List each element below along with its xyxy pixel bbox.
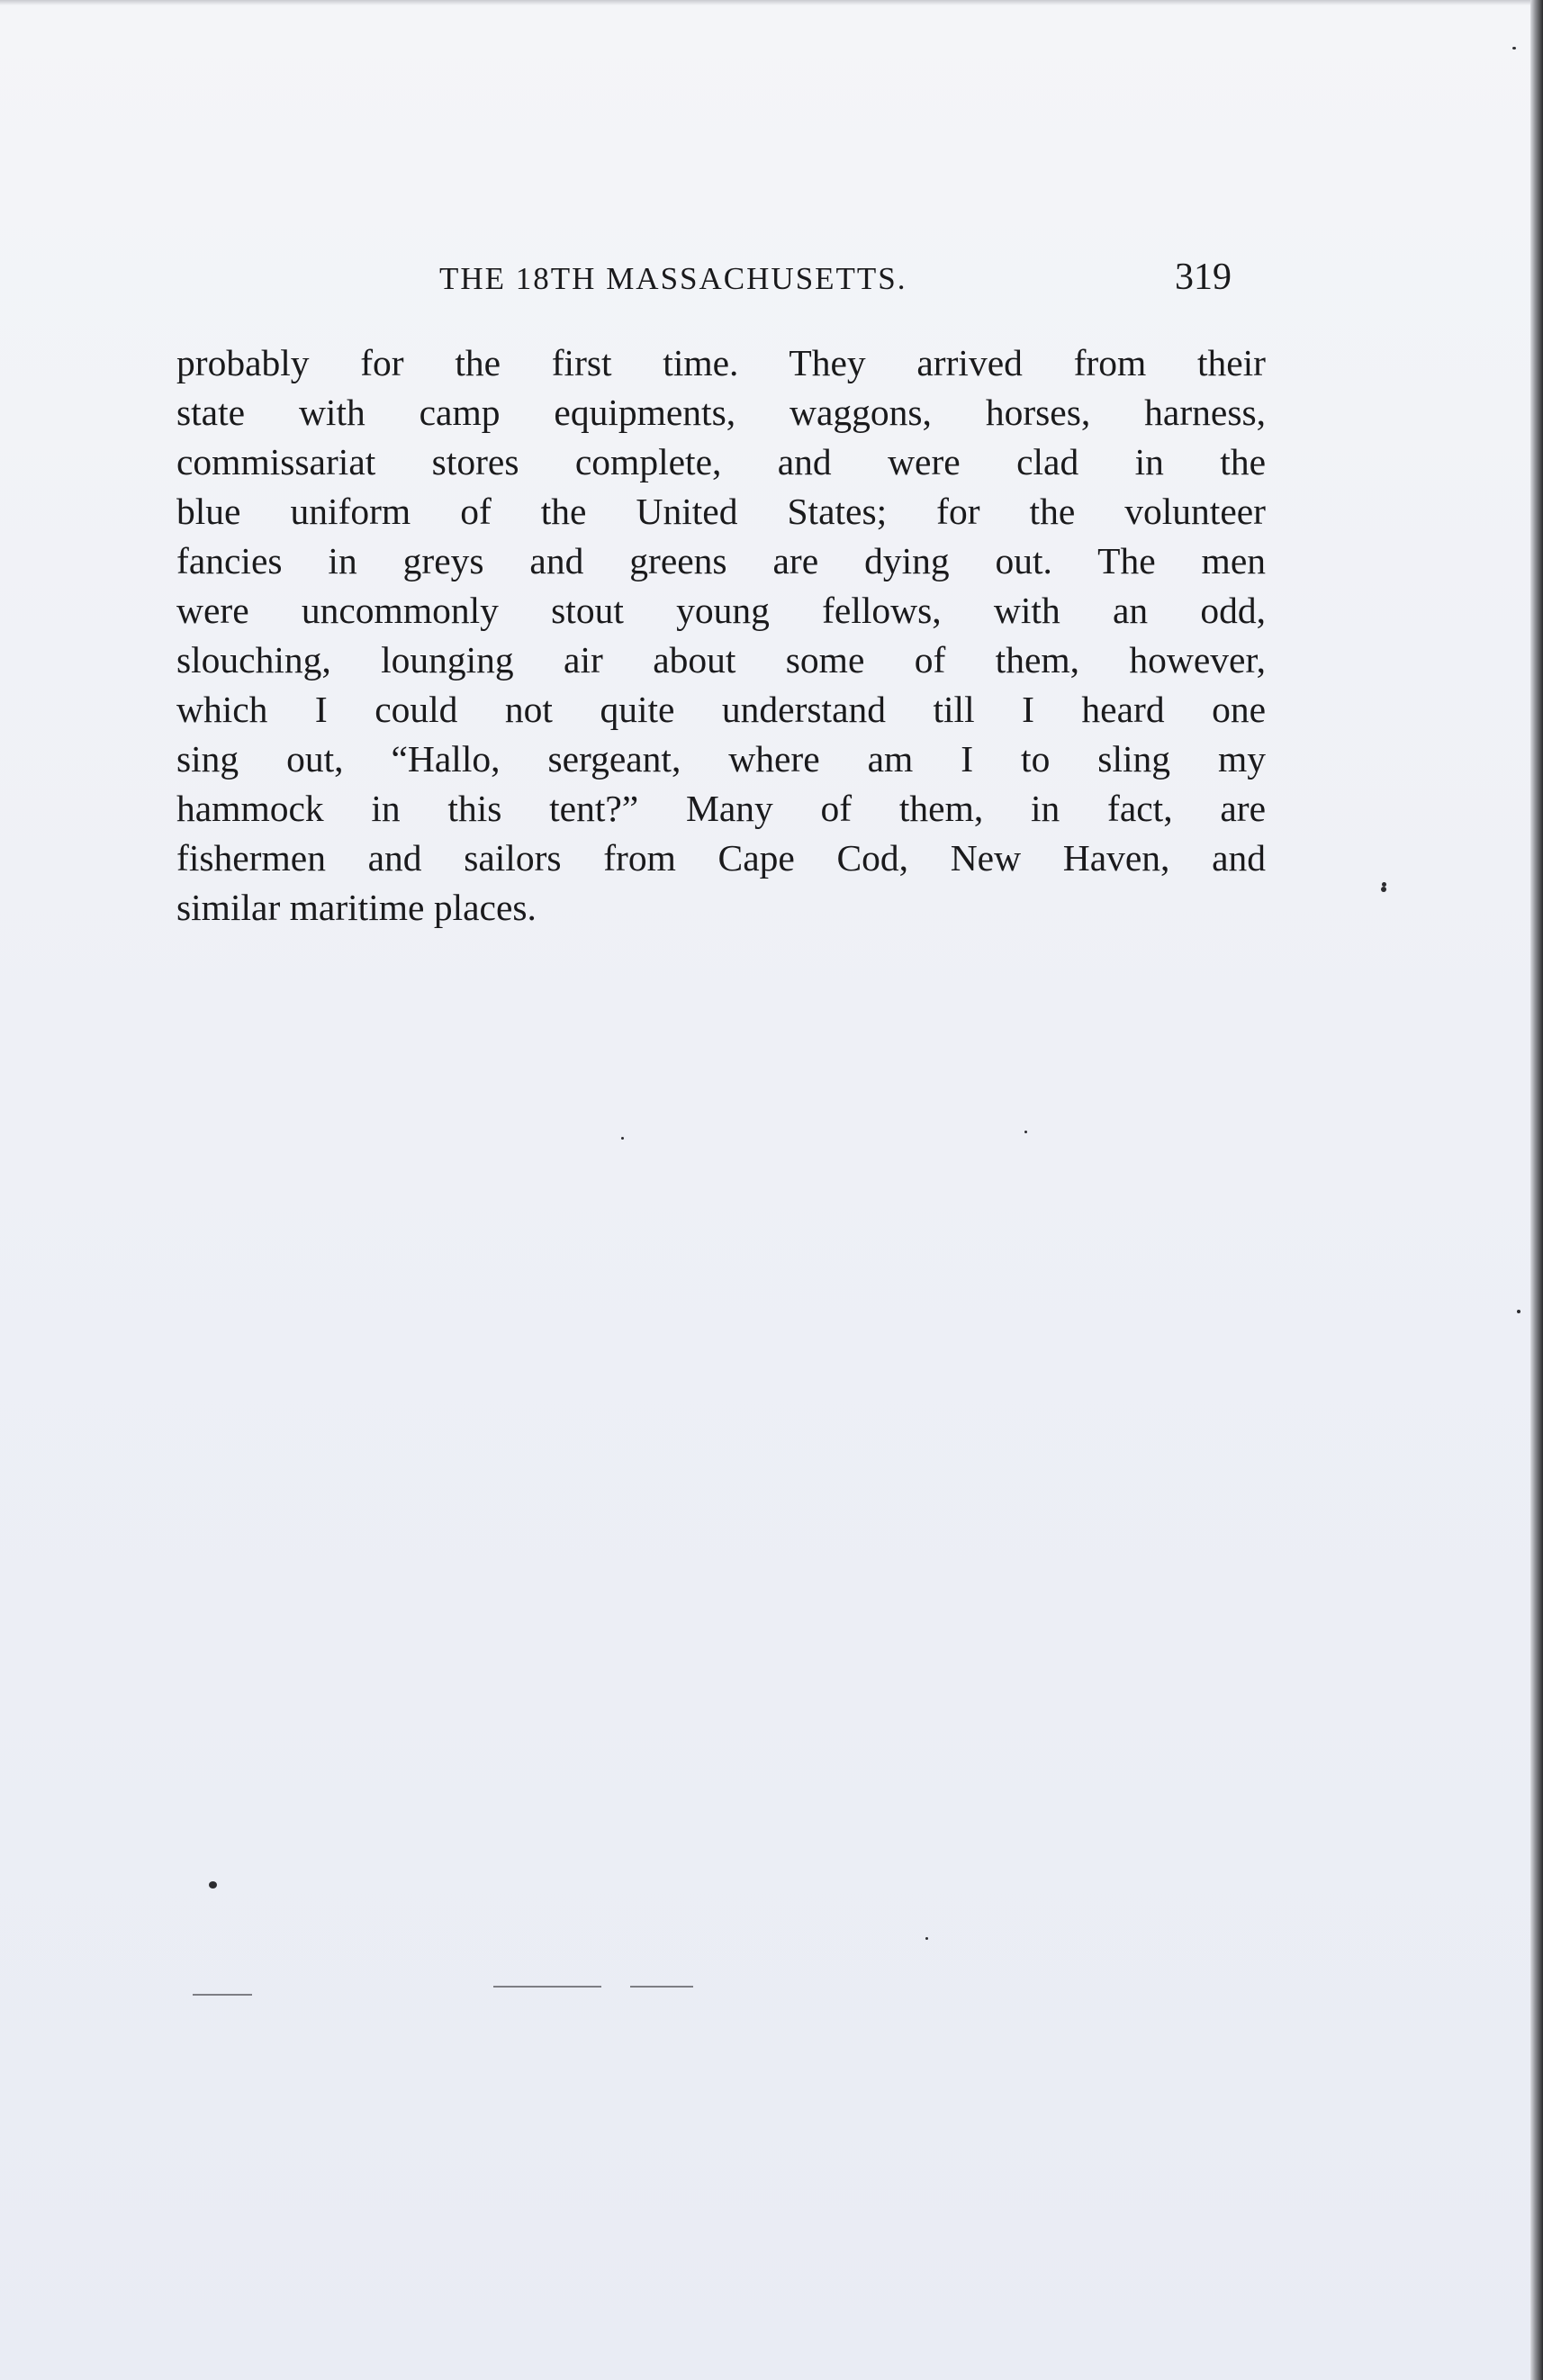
- text-line: commissariat stores complete, and were clad in the: [176, 441, 1266, 482]
- paper-mark: [193, 1994, 252, 1996]
- paper-speck: [1512, 47, 1516, 50]
- text-line: probably for the first time. They arrived from their: [176, 342, 1266, 383]
- paper-speck: [209, 1881, 217, 1889]
- text-line: slouching, lounging air about some of them, however,: [176, 639, 1266, 681]
- paper-mark: [493, 1986, 601, 1988]
- paper-speck: [925, 1937, 928, 1940]
- text-line: were uncommonly stout young fellows, with an odd,: [176, 590, 1266, 631]
- page-number: 319: [1175, 257, 1232, 298]
- text-line: fancies in greys and greens are dying out. The men: [176, 540, 1266, 581]
- paper-speck: [1381, 887, 1386, 892]
- paper-speck: [1024, 1131, 1027, 1133]
- running-head: [171, 256, 1251, 302]
- page-right-edge: [1530, 0, 1543, 2380]
- text-line: which I could not quite understand till I heard one: [176, 689, 1266, 730]
- paper-speck: [1517, 1310, 1520, 1313]
- text-line: similar maritime places.: [176, 887, 537, 928]
- text-line: state with camp equipments, waggons, horses, harness,: [176, 392, 1266, 433]
- page-top-edge: [0, 0, 1543, 5]
- body-text: [176, 338, 1266, 933]
- text-line: hammock in this tent?” Many of them, in fact, are: [176, 788, 1266, 829]
- text-line: sing out, “Hallo, sergeant, where am I to sling my: [176, 738, 1266, 780]
- running-title: THE 18TH MASSACHUSETTS.: [439, 261, 907, 296]
- paper-mark: [630, 1986, 693, 1988]
- text-line: blue uniform of the United States; for the volunteer: [176, 491, 1266, 532]
- paper-speck: [621, 1137, 624, 1140]
- text-line: fishermen and sailors from Cape Cod, New Haven, and: [176, 837, 1266, 879]
